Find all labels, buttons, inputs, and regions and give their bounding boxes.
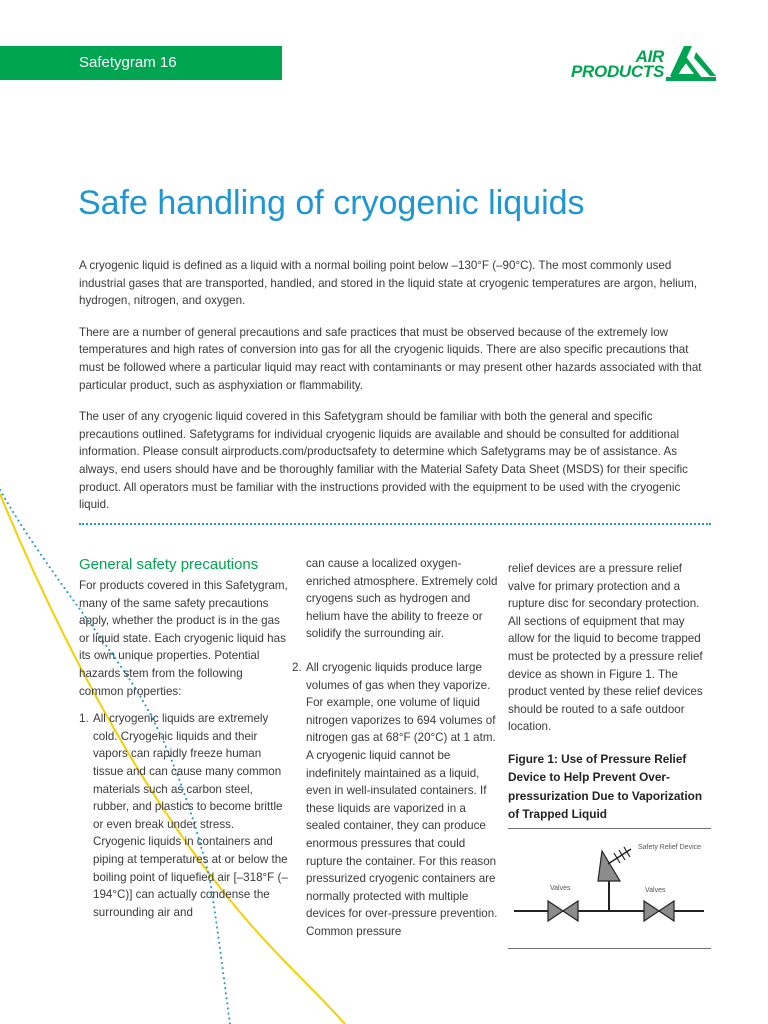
logo-text-products: PRODUCTS — [571, 62, 664, 81]
list-item-continuation — [292, 555, 502, 643]
intro-paragraph: A cryogenic liquid is defined as a liquid with a normal boiling point below –130°F (–90°C). The most commonly used industrial gases that are transported, handled, and stored in the liquid state at cryogenic temperatures are argon, helium, hydrogen, nitrogen, and oxygen. — [79, 259, 698, 308]
column-3 — [508, 560, 711, 949]
logo-text-air: AIR — [635, 47, 664, 66]
list-item-text: All cryogenic liquids are extremely cold. Cryogenic liquids and their vapors can rapidly freeze human tissue and can cause many common materials such as carbon steel, rubber, and plastics to become brittle or even break under stress. Cryogenic liquids in containers and piping at temperatures at or below the boiling point of liquefied air [–318°F (–194°C)] can actually condense the surrounding air and — [93, 712, 288, 919]
valve-left-icon — [548, 901, 563, 921]
valve-right-icon — [644, 901, 659, 921]
list-item-text: All cryogenic liquids produce large volumes of gas when they vaporize. For example, one volume of liquid nitrogen vaporizes to 694 volumes of nitrogen gas at 68°F (20°C) at 1 atm. A cryogenic liquid cannot be indefinitely maintained as a liquid, even in well-insulated containers. If these liquids are vaporized in a sealed container, they can produce enormous pressures that could rupture the container. For this reason pressurized cryogenic containers are normally protected with multiple devices for over-pressure prevention. Common pressure — [306, 660, 498, 938]
column-1 — [79, 555, 289, 921]
list-item-text: can cause a localized oxygen-enriched atmosphere. Extremely cold cryogens such as hydrogen and helium have the ability to freeze or solidify the surrounding air. — [306, 557, 498, 641]
relief-spring — [614, 853, 620, 863]
valve-left-icon — [563, 901, 578, 921]
valve-right-icon — [659, 901, 674, 921]
list-item-number: 1. — [79, 712, 89, 726]
safetygram-banner — [0, 46, 282, 80]
label-valves-right: Valves — [645, 886, 666, 894]
label-valves-left: Valves — [550, 884, 571, 892]
list-item — [292, 659, 502, 941]
relief-spring — [619, 850, 625, 860]
list-item-text: relief devices are a pressure relief valve for primary protection and a rupture disc for secondary protection. All sections of equipment that may allow for the liquid to become trapped must be protected by a pressure relief device as shown in Figure 1. The product vented by these relief devices should be routed to a safe outdoor location. — [508, 562, 703, 734]
general-lead-paragraph: For products covered in this Safetygram, many of the same safety precautions apply, whether the product is in the gas or liquid state. Each cryogenic liquid has its own unique properties. Potential hazards stem from the following common properties: — [79, 579, 288, 698]
air-products-logo — [552, 44, 716, 84]
intro-section — [79, 257, 711, 528]
banner-label: Safetygram 16 — [79, 54, 177, 71]
label-safety-relief-device: Safety Relief Device — [638, 843, 702, 851]
figure-1-diagram — [508, 828, 711, 949]
figure-caption: Figure 1: Use of Pressure Relief Device to Help Prevent Over-pressurization Due to Vaporization of Trapped Liquid — [508, 751, 703, 822]
safety-relief-device-icon — [598, 851, 620, 881]
page-title: Safe handling of cryogenic liquids — [78, 184, 585, 222]
intro-paragraph: The user of any cryogenic liquid covered in this Safetygram should be familiar with both the general and specific precautions outlined. Safetygrams for individual cryogenic liquids are available and should be consulted for additional information. Please consult airproducts.com/productsafety to determine which Safetygrams may be of assistance. As always, end users should have and be thoroughly familiar with the Material Safety Data Sheet (MSDS) for their specific product. All operators must be familiar with the instructions provided with the equipment to be used with the cryogenic liquid. — [79, 410, 688, 512]
column-2 — [292, 555, 502, 940]
section-heading: General safety precautions — [79, 556, 259, 573]
intro-paragraph: There are a number of general precautions and safe practices that must be observed because of the extremely low temperatures and high rates of conversion into gas for all the cryogenic liquids. There are also specific precautions that must be followed where a particular liquid may react with contaminants or may present other hazards associated with that particular product, such as asphyxiation or flammability. — [79, 325, 702, 392]
relief-spring — [624, 847, 630, 857]
list-item-number: 2. — [292, 660, 302, 674]
section-divider — [79, 523, 711, 525]
list-item — [79, 710, 289, 921]
logo-mark-icon — [666, 46, 716, 82]
